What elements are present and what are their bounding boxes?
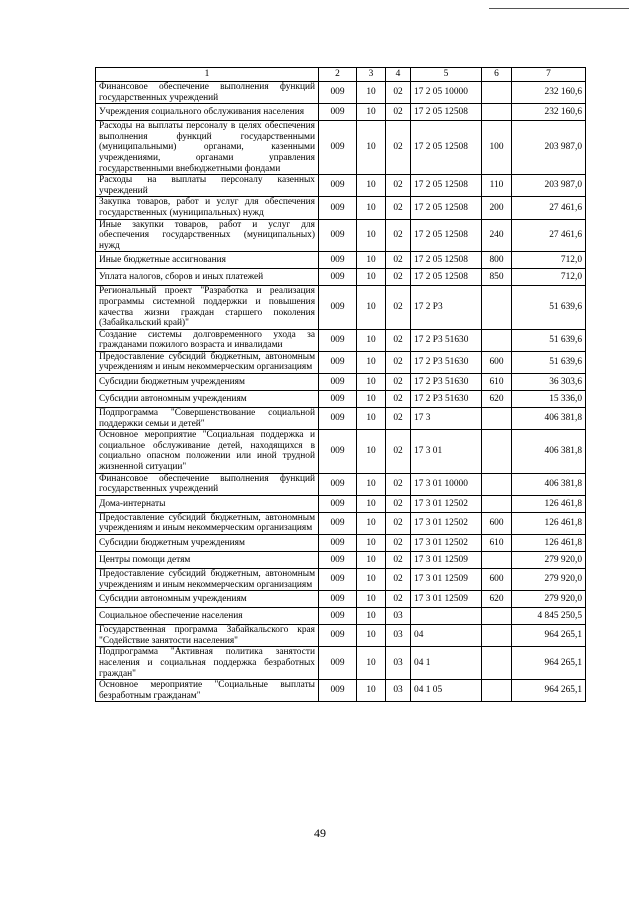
table-header-row	[96, 68, 586, 82]
row-expense-type-code	[482, 552, 512, 569]
column-header-1: 1	[96, 68, 319, 82]
table-row	[96, 569, 586, 591]
row-section-code: 10	[357, 608, 386, 625]
row-subsection-code: 02	[386, 269, 411, 286]
row-expense-type-code	[482, 473, 512, 495]
row-expense-type-code: 600	[482, 512, 512, 534]
row-amount: 203 987,0	[512, 175, 586, 197]
row-target-code: 17 3 01 12509	[411, 591, 482, 608]
row-name: Социальное обеспечение населения	[96, 608, 319, 625]
row-name: Основное мероприятие "Социальные выплаты безработным гражданам"	[96, 680, 319, 702]
row-expense-type-code: 600	[482, 569, 512, 591]
row-name: Субсидии бюджетным учреждениям	[96, 374, 319, 391]
row-ministry-code: 009	[319, 552, 357, 569]
table-row	[96, 82, 586, 104]
row-target-code	[411, 608, 482, 625]
row-section-code: 10	[357, 535, 386, 552]
row-amount: 406 381,8	[512, 430, 586, 473]
column-header-7: 7	[512, 68, 586, 82]
row-ministry-code: 009	[319, 591, 357, 608]
row-name: Иные бюджетные ассигнования	[96, 252, 319, 269]
row-expense-type-code	[482, 647, 512, 680]
column-header-4: 4	[386, 68, 411, 82]
row-amount: 279 920,0	[512, 552, 586, 569]
row-ministry-code: 009	[319, 286, 357, 329]
row-section-code: 10	[357, 408, 386, 430]
row-subsection-code: 03	[386, 608, 411, 625]
row-section-code: 10	[357, 680, 386, 702]
row-section-code: 10	[357, 351, 386, 373]
row-name: Подпрограмма "Активная политика занятости населения и социальная поддержка безработных граждан"	[96, 647, 319, 680]
row-target-code: 17 2 05 12508	[411, 175, 482, 197]
row-expense-type-code	[482, 608, 512, 625]
row-amount: 27 461,6	[512, 197, 586, 219]
row-subsection-code: 02	[386, 104, 411, 121]
row-target-code: 04	[411, 625, 482, 647]
row-expense-type-code: 610	[482, 374, 512, 391]
row-ministry-code: 009	[319, 82, 357, 104]
row-expense-type-code: 110	[482, 175, 512, 197]
row-section-code: 10	[357, 82, 386, 104]
row-ministry-code: 009	[319, 374, 357, 391]
row-target-code: 17 3 01 12502	[411, 495, 482, 512]
row-amount: 27 461,6	[512, 219, 586, 252]
row-amount: 126 461,8	[512, 535, 586, 552]
row-subsection-code: 02	[386, 252, 411, 269]
table-row	[96, 252, 586, 269]
row-amount: 406 381,8	[512, 473, 586, 495]
row-name: Финансовое обеспечение выполнения функций государственных учреждений	[96, 473, 319, 495]
row-name: Расходы на выплаты персоналу в целях обеспечения выполнения функций государственными (муниципальными) органами, казенными учреждениями, органами управления государственными внебюджетными фондами	[96, 121, 319, 175]
row-ministry-code: 009	[319, 408, 357, 430]
table-row	[96, 197, 586, 219]
row-target-code: 17 2 05 12508	[411, 269, 482, 286]
row-ministry-code: 009	[319, 625, 357, 647]
row-target-code: 17 3 01 12509	[411, 569, 482, 591]
row-subsection-code: 02	[386, 175, 411, 197]
row-ministry-code: 009	[319, 535, 357, 552]
row-name: Региональный проект "Разработка и реализация программы системной поддержки и повышения качества жизни граждан старшего поколения (Забайкальский край)"	[96, 286, 319, 329]
table-row	[96, 104, 586, 121]
table-row	[96, 286, 586, 329]
row-target-code: 17 3 01 10000	[411, 473, 482, 495]
row-target-code: 17 2 05 12508	[411, 121, 482, 175]
row-expense-type-code: 800	[482, 252, 512, 269]
row-expense-type-code	[482, 82, 512, 104]
column-header-3: 3	[357, 68, 386, 82]
row-amount: 126 461,8	[512, 495, 586, 512]
row-amount: 232 160,6	[512, 82, 586, 104]
row-name: Закупка товаров, работ и услуг для обеспечения государственных (муниципальных) нужд	[96, 197, 319, 219]
row-name: Подпрограмма "Совершенствование социальной поддержки семьи и детей"	[96, 408, 319, 430]
row-section-code: 10	[357, 269, 386, 286]
row-expense-type-code	[482, 329, 512, 351]
row-name: Центры помощи детям	[96, 552, 319, 569]
row-ministry-code: 009	[319, 608, 357, 625]
row-amount: 964 265,1	[512, 680, 586, 702]
row-expense-type-code	[482, 495, 512, 512]
table-row	[96, 680, 586, 702]
row-subsection-code: 02	[386, 329, 411, 351]
row-target-code: 17 2 05 12508	[411, 252, 482, 269]
table-row	[96, 495, 586, 512]
row-target-code: 17 3 01 12502	[411, 512, 482, 534]
table-row	[96, 121, 586, 175]
row-ministry-code: 009	[319, 351, 357, 373]
row-expense-type-code	[482, 680, 512, 702]
row-amount: 712,0	[512, 269, 586, 286]
row-target-code: 17 2 05 12508	[411, 104, 482, 121]
row-expense-type-code: 100	[482, 121, 512, 175]
row-expense-type-code	[482, 286, 512, 329]
row-expense-type-code: 240	[482, 219, 512, 252]
row-section-code: 10	[357, 591, 386, 608]
row-amount: 406 381,8	[512, 408, 586, 430]
row-expense-type-code: 600	[482, 351, 512, 373]
table-body	[96, 82, 586, 702]
row-section-code: 10	[357, 329, 386, 351]
row-name: Финансовое обеспечение выполнения функций государственных учреждений	[96, 82, 319, 104]
row-target-code: 17 2 P3 51630	[411, 374, 482, 391]
row-target-code: 17 2 05 12508	[411, 219, 482, 252]
row-section-code: 10	[357, 175, 386, 197]
row-section-code: 10	[357, 121, 386, 175]
row-subsection-code: 02	[386, 219, 411, 252]
table-row	[96, 329, 586, 351]
row-target-code: 04 1 05	[411, 680, 482, 702]
row-amount: 203 987,0	[512, 121, 586, 175]
row-subsection-code: 02	[386, 512, 411, 534]
row-name: Расходы на выплаты персоналу казенных учреждений	[96, 175, 319, 197]
row-target-code: 17 2 05 10000	[411, 82, 482, 104]
row-expense-type-code: 200	[482, 197, 512, 219]
row-name: Субсидии автономным учреждениям	[96, 391, 319, 408]
row-ministry-code: 009	[319, 569, 357, 591]
row-name: Предоставление субсидий бюджетным, автономным учреждениям и иным некоммерческим организациям	[96, 512, 319, 534]
row-ministry-code: 009	[319, 391, 357, 408]
row-target-code: 17 2 P3 51630	[411, 351, 482, 373]
row-amount: 279 920,0	[512, 569, 586, 591]
row-target-code: 04 1	[411, 647, 482, 680]
table-row	[96, 552, 586, 569]
row-amount: 4 845 250,5	[512, 608, 586, 625]
row-target-code: 17 3	[411, 408, 482, 430]
row-subsection-code: 02	[386, 473, 411, 495]
row-section-code: 10	[357, 512, 386, 534]
row-section-code: 10	[357, 495, 386, 512]
budget-table	[95, 67, 586, 702]
row-target-code: 17 2 P3	[411, 286, 482, 329]
row-target-code: 17 3 01	[411, 430, 482, 473]
row-ministry-code: 009	[319, 647, 357, 680]
row-section-code: 10	[357, 473, 386, 495]
row-section-code: 10	[357, 552, 386, 569]
row-subsection-code: 02	[386, 286, 411, 329]
row-target-code: 17 3 01 12502	[411, 535, 482, 552]
table-row	[96, 625, 586, 647]
row-expense-type-code: 850	[482, 269, 512, 286]
row-ministry-code: 009	[319, 121, 357, 175]
table-row	[96, 647, 586, 680]
row-expense-type-code: 620	[482, 391, 512, 408]
row-name: Субсидии бюджетным учреждениям	[96, 535, 319, 552]
row-ministry-code: 009	[319, 219, 357, 252]
table-row	[96, 535, 586, 552]
row-name: Субсидии автономным учреждениям	[96, 591, 319, 608]
table-row	[96, 473, 586, 495]
row-subsection-code: 02	[386, 408, 411, 430]
row-subsection-code: 02	[386, 495, 411, 512]
row-section-code: 10	[357, 374, 386, 391]
table-row	[96, 512, 586, 534]
row-subsection-code: 02	[386, 430, 411, 473]
row-ministry-code: 009	[319, 329, 357, 351]
row-subsection-code: 02	[386, 82, 411, 104]
row-amount: 51 639,6	[512, 286, 586, 329]
row-expense-type-code	[482, 625, 512, 647]
table-row	[96, 269, 586, 286]
row-amount: 279 920,0	[512, 591, 586, 608]
row-subsection-code: 02	[386, 351, 411, 373]
row-ministry-code: 009	[319, 252, 357, 269]
table-row	[96, 374, 586, 391]
table-row	[96, 351, 586, 373]
header-rule	[489, 8, 629, 9]
row-name: Основное мероприятие "Социальная поддержка и социальное обслуживание детей, находящихся в социально опасном положении или иной трудной жизненной ситуации"	[96, 430, 319, 473]
row-subsection-code: 02	[386, 552, 411, 569]
row-name: Создание системы долговременного ухода за гражданами пожилого возраста и инвалидами	[96, 329, 319, 351]
row-expense-type-code: 610	[482, 535, 512, 552]
row-name: Иные закупки товаров, работ и услуг для обеспечения государственных (муниципальных) нужд	[96, 219, 319, 252]
row-section-code: 10	[357, 625, 386, 647]
column-header-5: 5	[411, 68, 482, 82]
table-row	[96, 591, 586, 608]
row-ministry-code: 009	[319, 104, 357, 121]
row-target-code: 17 2 P3 51630	[411, 329, 482, 351]
row-name: Предоставление субсидий бюджетным, автономным учреждениям и иным некоммерческим организациям	[96, 569, 319, 591]
row-ministry-code: 009	[319, 680, 357, 702]
row-subsection-code: 02	[386, 197, 411, 219]
row-subsection-code: 02	[386, 121, 411, 175]
row-section-code: 10	[357, 430, 386, 473]
row-subsection-code: 03	[386, 625, 411, 647]
column-header-6: 6	[482, 68, 512, 82]
row-ministry-code: 009	[319, 473, 357, 495]
row-expense-type-code	[482, 430, 512, 473]
table-row	[96, 175, 586, 197]
row-target-code: 17 2 P3 51630	[411, 391, 482, 408]
row-amount: 964 265,1	[512, 647, 586, 680]
row-ministry-code: 009	[319, 495, 357, 512]
row-amount: 126 461,8	[512, 512, 586, 534]
row-subsection-code: 02	[386, 535, 411, 552]
row-section-code: 10	[357, 391, 386, 408]
row-ministry-code: 009	[319, 512, 357, 534]
column-header-2: 2	[319, 68, 357, 82]
table-row	[96, 608, 586, 625]
table-row	[96, 219, 586, 252]
row-section-code: 10	[357, 104, 386, 121]
row-ministry-code: 009	[319, 175, 357, 197]
row-subsection-code: 03	[386, 647, 411, 680]
row-section-code: 10	[357, 286, 386, 329]
row-section-code: 10	[357, 569, 386, 591]
row-amount: 712,0	[512, 252, 586, 269]
row-amount: 36 303,6	[512, 374, 586, 391]
row-subsection-code: 02	[386, 391, 411, 408]
row-name: Предоставление субсидий бюджетным, автономным учреждениям и иным некоммерческим организациям	[96, 351, 319, 373]
row-name: Учреждения социального обслуживания населения	[96, 104, 319, 121]
row-ministry-code: 009	[319, 269, 357, 286]
row-section-code: 10	[357, 219, 386, 252]
row-expense-type-code	[482, 104, 512, 121]
row-subsection-code: 02	[386, 569, 411, 591]
row-amount: 15 336,0	[512, 391, 586, 408]
row-subsection-code: 03	[386, 680, 411, 702]
row-name: Государственная программа Забайкальского края "Содействие занятости населения"	[96, 625, 319, 647]
table-row	[96, 391, 586, 408]
row-amount: 51 639,6	[512, 351, 586, 373]
page-number: 49	[314, 826, 326, 840]
row-amount: 964 265,1	[512, 625, 586, 647]
row-section-code: 10	[357, 197, 386, 219]
row-name: Дома-интернаты	[96, 495, 319, 512]
row-subsection-code: 02	[386, 374, 411, 391]
row-expense-type-code: 620	[482, 591, 512, 608]
row-subsection-code: 02	[386, 591, 411, 608]
row-expense-type-code	[482, 408, 512, 430]
row-amount: 232 160,6	[512, 104, 586, 121]
table-row	[96, 408, 586, 430]
row-name: Уплата налогов, сборов и иных платежей	[96, 269, 319, 286]
row-ministry-code: 009	[319, 197, 357, 219]
row-section-code: 10	[357, 252, 386, 269]
row-ministry-code: 009	[319, 430, 357, 473]
row-section-code: 10	[357, 647, 386, 680]
row-target-code: 17 3 01 12509	[411, 552, 482, 569]
table-row	[96, 430, 586, 473]
row-target-code: 17 2 05 12508	[411, 197, 482, 219]
row-amount: 51 639,6	[512, 329, 586, 351]
